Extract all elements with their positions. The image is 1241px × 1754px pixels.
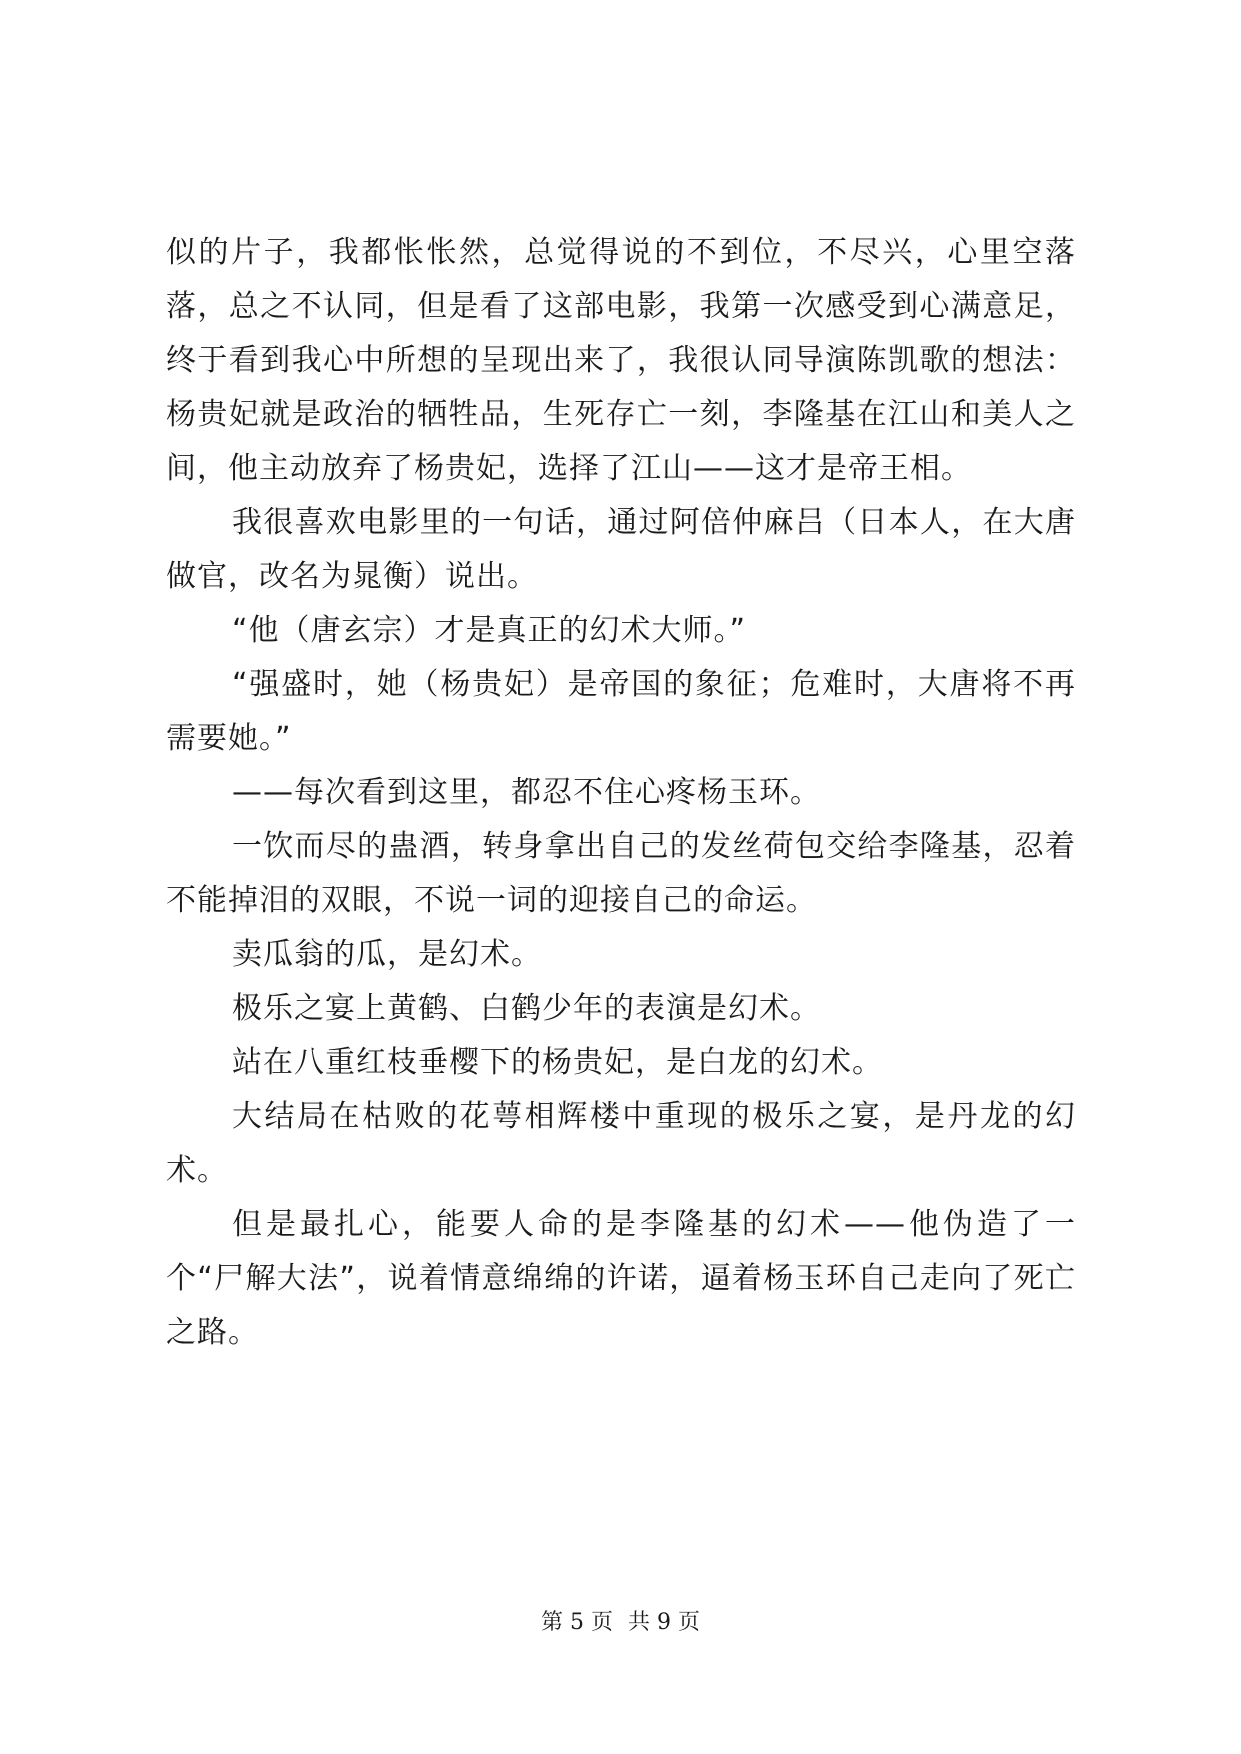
paragraph-8: 极乐之宴上黄鹤、白鹤少年的表演是幻术。 — [232, 991, 821, 1026]
paragraph-9: 站在八重红枝垂樱下的杨贵妃，是白龙的幻术。 — [232, 1045, 883, 1080]
paragraph-7: 卖瓜翁的瓜，是幻术。 — [232, 937, 542, 972]
paragraph-2: 我很喜欢电影里的一句话，通过阿倍仲麻吕（日本人，在大唐做官，改名为晁衡）说出。 — [166, 505, 1076, 594]
page-total: 共 9 页 — [628, 1610, 700, 1635]
paragraph-1: 似的片子，我都怅怅然，总觉得说的不到位，不尽兴，心里空落落，总之不认同，但是看了这部电影，我第一次感受到心满意足，终于看到我心中所想的呈现出来了，我很认同导演陈凯歌的想法：杨贵妃就是政治的牺牲品，生死存亡一刻，李隆基在江山和美人之间，他主动放弃了杨贵妃，选择了江山——这才是帝王相。 — [166, 235, 1076, 486]
document-body — [166, 226, 1076, 1360]
page-number: 第 5 页 — [541, 1610, 613, 1635]
paragraph-3: “他（唐玄宗）才是真正的幻术大师。” — [232, 613, 747, 648]
paragraph-11: 但是最扎心，能要人命的是李隆基的幻术——他伪造了一个“尸解大法”，说着情意绵绵的许诺，逼着杨玉环自己走向了死亡之路。 — [166, 1207, 1076, 1350]
paragraph-10: 大结局在枯败的花萼相辉楼中重现的极乐之宴，是丹龙的幻术。 — [166, 1099, 1076, 1188]
paragraph-5: ——每次看到这里，都忍不住心疼杨玉环。 — [232, 775, 821, 810]
paragraph-6: 一饮而尽的蛊酒，转身拿出自己的发丝荷包交给李隆基，忍着不能掉泪的双眼，不说一词的迎接自己的命运。 — [166, 829, 1076, 918]
page-footer — [0, 1605, 1241, 1636]
paragraph-4: “强盛时，她（杨贵妃）是帝国的象征；危难时，大唐将不再需要她。” — [166, 667, 1076, 756]
